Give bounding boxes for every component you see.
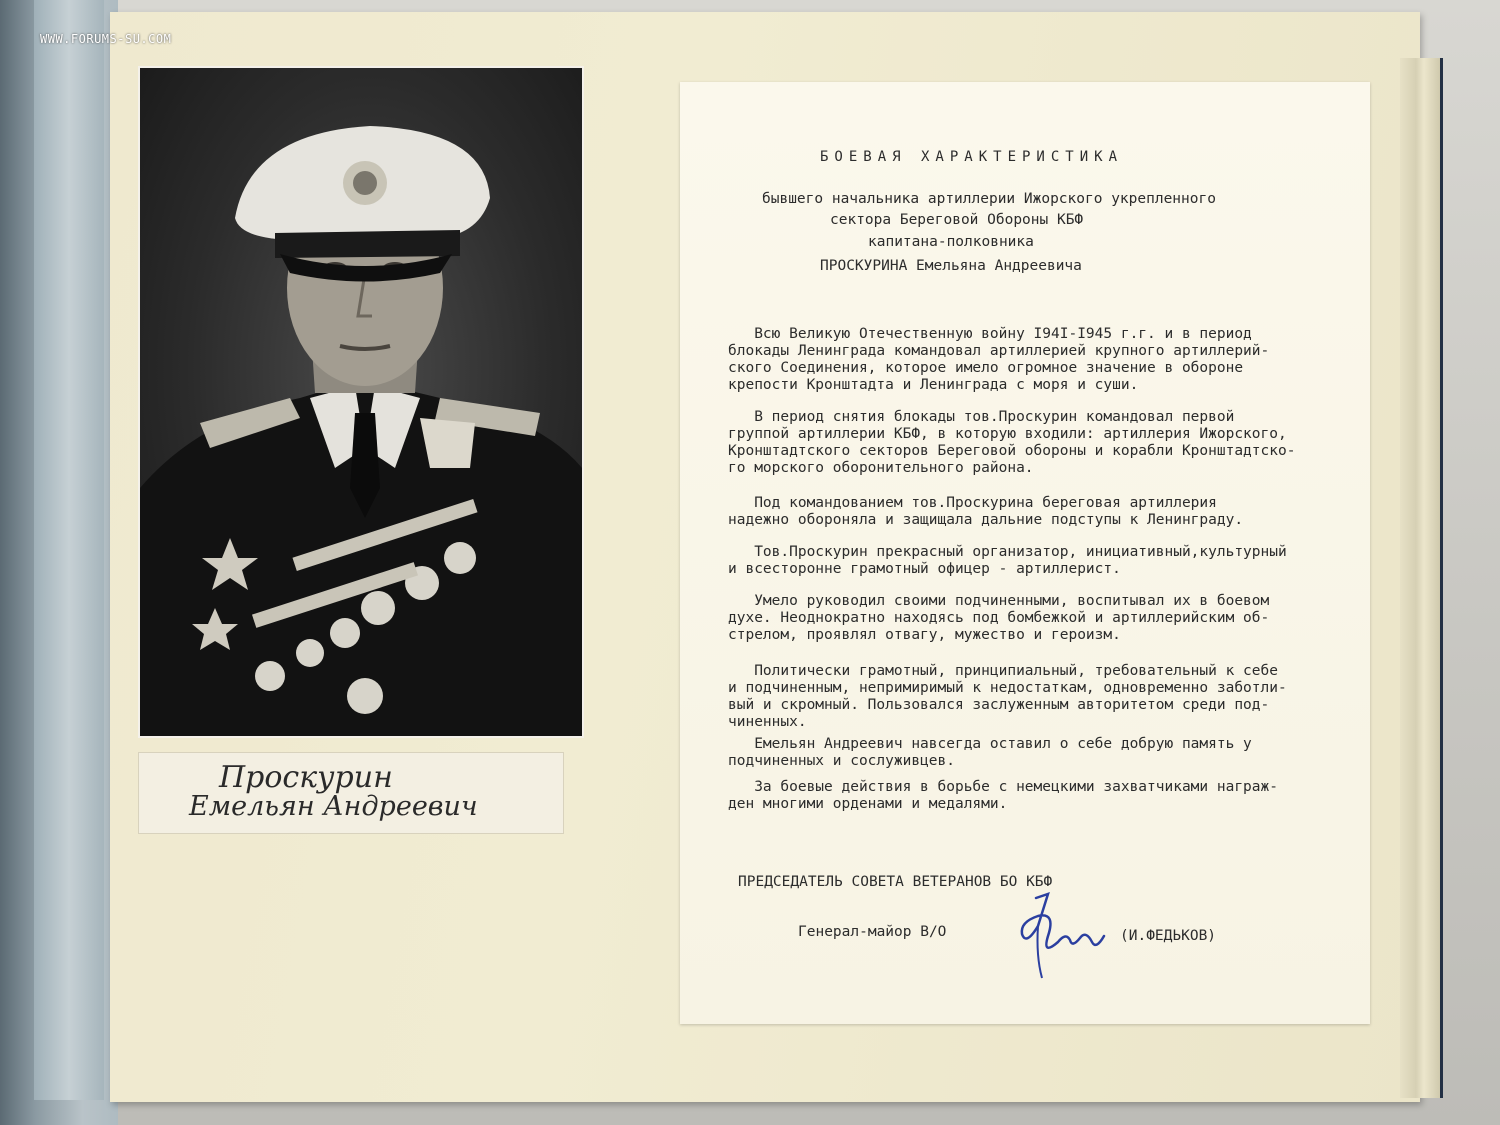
paragraph-line: Всю Великую Отечественную войну I94I-I945 г.г. и в период — [728, 326, 1252, 342]
paragraph-line: и всесторонне грамотный офицер - артиллерист. — [728, 561, 1121, 577]
heading-line: бывшего начальника артиллерии Ижорского укрепленного — [762, 191, 1216, 207]
paragraph-line: стрелом, проявлял отвагу, мужество и героизм. — [728, 627, 1121, 643]
handwritten-name-drawing — [139, 753, 563, 833]
paragraph-line: В период снятия блокады тов.Проскурин командовал первой — [728, 409, 1235, 425]
paragraph-line: Емельян Андреевич навсегда оставил о себе добрую память у — [728, 736, 1252, 752]
caption-line1: Проскурин — [219, 760, 393, 795]
paragraph-line: чиненных. — [728, 714, 807, 730]
heading-line: ПРОСКУРИНА Емельяна Андреевича — [820, 258, 1082, 274]
paragraph-line: подчиненных и сослуживцев. — [728, 753, 955, 769]
paragraph-line: Тов.Проскурин прекрасный организатор, инициативный,культурный — [728, 544, 1287, 560]
signatory-rank: Генерал-майор В/О — [798, 924, 947, 940]
ink-signature — [1008, 886, 1118, 986]
paragraph-line: ского Соединения, которое имело огромное значение в обороне — [728, 360, 1244, 376]
paragraph-line: крепости Кронштадта и Ленинграда с моря и суши. — [728, 377, 1139, 393]
portrait-photo — [138, 66, 584, 738]
paragraph-line: и подчиненным, непримиримый к недостаткам, одновременно заботли- — [728, 680, 1287, 696]
paragraph-line: Под командованием тов.Проскурина береговая артиллерия — [728, 495, 1217, 511]
heading-line: капитана-полковника — [868, 234, 1034, 250]
paragraph-line: Кронштадтского секторов Береговой обороны и корабли Кронштадтско- — [728, 443, 1296, 459]
album-spine — [34, 0, 104, 1100]
paragraph-line: блокады Ленинграда командовал артиллерией крупного артиллерий- — [728, 343, 1270, 359]
heading-line: сектора Береговой Обороны КБФ — [830, 212, 1084, 228]
document-title: БОЕВАЯ ХАРАКТЕРИСТИКА — [820, 149, 1124, 165]
paragraph-line: Политически грамотный, принципиальный, требовательный к себе — [728, 663, 1278, 679]
paragraph-line: го морского оборонительного района. — [728, 460, 1034, 476]
signatory-title: ПРЕДСЕДАТЕЛЬ СОВЕТА ВЕТЕРАНОВ БО КБФ — [738, 874, 1053, 890]
paragraph-line: ден многими орденами и медалями. — [728, 796, 1008, 812]
paragraph-line: надежно обороняла и защищала дальние подступы к Ленинграду. — [728, 512, 1244, 528]
caption-card — [138, 752, 564, 834]
watermark: WWW.FORUMS-SU.COM — [40, 32, 172, 46]
page-stack-edge — [1400, 58, 1443, 1098]
caption-line2: Емельян Андреевич — [189, 791, 478, 822]
paragraph-line: духе. Неоднократно находясь под бомбежкой и артиллерийским об- — [728, 610, 1270, 626]
paragraph-line: группой артиллерии КБФ, в которую входили: артиллерия Ижорского, — [728, 426, 1287, 442]
portrait-drawing — [140, 68, 582, 736]
paragraph-line: За боевые действия в борьбе с немецкими захватчиками награж- — [728, 779, 1278, 795]
portrait-image — [140, 68, 582, 736]
paragraph-line: Умело руководил своими подчиненными, воспитывал их в боевом — [728, 593, 1270, 609]
signatory-name: (И.ФЕДЬКОВ) — [1120, 928, 1217, 944]
paragraph-line: вый и скромный. Пользовался заслуженным авторитетом среди под- — [728, 697, 1270, 713]
